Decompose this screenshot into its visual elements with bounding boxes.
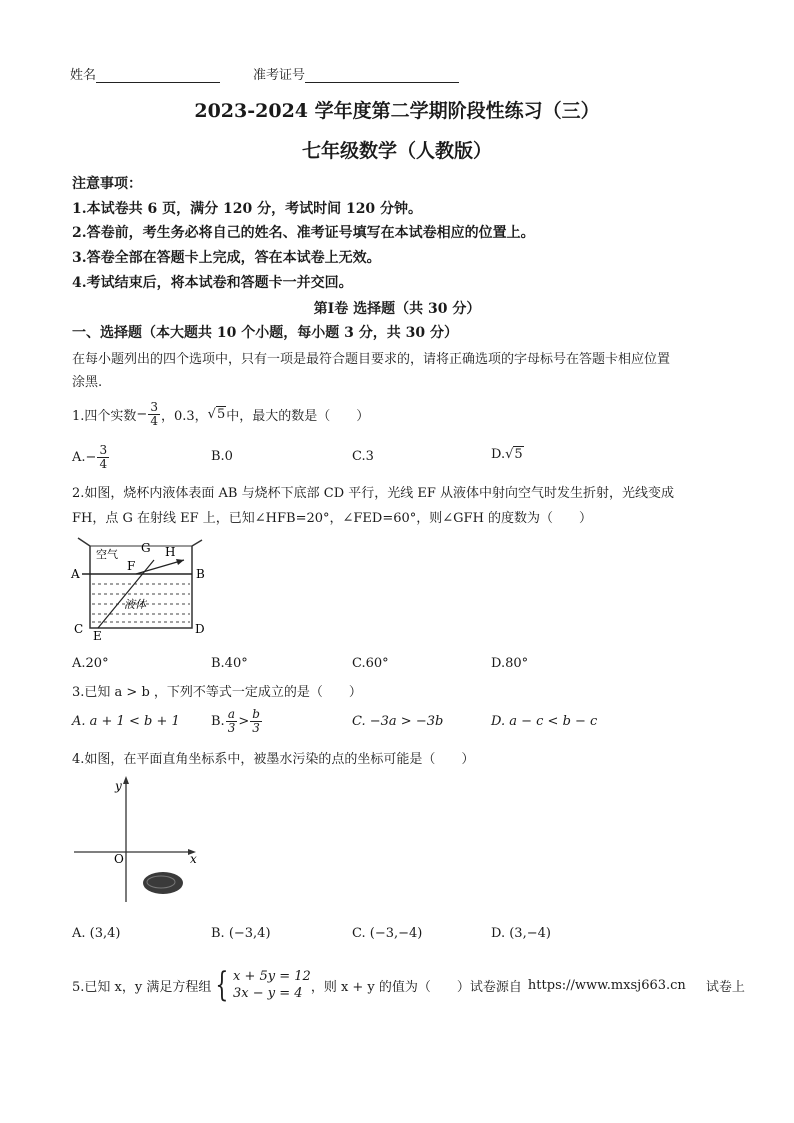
exam-no-field[interactable] [253,64,459,83]
equation-2: 3x − y = 4 [233,986,303,1001]
point-b-label: B [196,567,205,581]
part-title: 一、选择题（本大题共 10 个小题，每小题 3 分，共 30 分） [72,325,458,341]
notice-item: 4.考试结束后，将本试卷和答题卡一并交回。 [72,275,353,291]
question-4-stem: 4.如图，在平面直角坐标系中，被墨水污染的点的坐标可能是（ ） [72,752,475,767]
point-e-label: E [93,629,102,643]
y-axis-label: y [115,779,122,793]
greater-than-sign: > [238,713,250,729]
fraction [250,708,262,735]
question-1-stem [72,396,369,432]
q3-option-d[interactable]: D. a − c < b − c [491,714,598,729]
origin-label: O [114,852,124,866]
question-5-stem [72,962,745,1008]
q1-option-b[interactable]: B.0 [211,449,233,464]
air-label: 空气 [96,548,118,561]
point-g-label: G [141,541,151,555]
option-label: A. [72,449,86,465]
brace-icon: { [215,965,229,1005]
equation-1: x + 5y = 12 [233,969,311,984]
equation-system [233,968,311,1002]
q5-suffix: ，则 x + y 的值为（ ）试卷源自 [310,979,522,995]
q2-option-c[interactable]: C.60° [352,656,389,671]
radicand: 5 [216,406,226,422]
fraction-denominator: 4 [150,413,158,428]
radicand: 5 [514,447,523,462]
q1-mid: ，0.3， [160,408,208,424]
q1-option-a[interactable] [72,440,110,474]
point-c-label: C [74,622,84,636]
q1-suffix: 中，最大的数是（ ） [226,408,370,424]
fraction-denominator: 3 [227,720,236,735]
q4-option-b[interactable]: B. (−3,4) [211,926,271,941]
exam-subtitle: 七年级数学（人教版） [301,140,492,162]
fraction-numerator: 3 [150,399,158,414]
beaker-figure [70,532,210,644]
q1-prefix: 1.四个实数 [72,408,137,424]
fraction-denominator: 3 [252,720,260,735]
q2-option-d[interactable]: D.80° [491,656,529,671]
notice-item: 3.答卷全部在答题卡上完成，答在本试卷上无效。 [72,250,381,266]
instruction-line: 涂黑. [72,375,103,390]
minus-sign: − [85,449,97,465]
option-label: D. [491,447,506,462]
q1-option-c[interactable]: C.3 [352,449,374,464]
x-axis-label: x [190,852,197,866]
option-label: B. [211,713,225,729]
notice-item: 2.答卷前，考生务必将自己的姓名、准考证号填写在本试卷相应的位置上。 [72,225,535,241]
fraction [97,444,109,471]
arrow-icon [176,559,184,565]
q5-prefix: 5.已知 x，y 满足方程组 [72,979,212,995]
y-axis-arrow-icon [123,776,129,784]
ray-fh [136,560,184,574]
q4-option-d[interactable]: D. (3,−4) [491,926,551,941]
q2-option-a[interactable]: A.20° [72,656,109,671]
q1-option-d[interactable] [491,447,524,462]
point-f-label: F [127,559,136,573]
sqrt-expression [505,447,524,462]
notice-heading: 注意事项： [72,176,142,192]
fraction-numerator: a [227,706,236,721]
exam-no-label: 准考证号 [253,68,306,83]
q4-option-c[interactable]: C. (−3,−4) [352,926,423,941]
question-3-stem: 3.已知 a > b ，下列不等式一定成立的是（ ） [72,685,362,700]
fraction-numerator: b [252,706,260,721]
sqrt-expression [208,407,227,422]
question-2-stem-line: FH，点 G 在射线 EF 上，已知∠HFB=20°，∠FED=60°，则∠GFH 的度数为（ ） [72,511,593,526]
point-h-label: H [165,545,176,559]
fraction-denominator: 4 [99,456,108,471]
exam-title: 2023-2024 学年度第二学期阶段性练习（三） [194,100,600,122]
q3-option-a[interactable]: A. a + 1 < b + 1 [72,714,180,729]
point-d-label: D [195,622,205,636]
liquid-label: 液体 [124,598,146,611]
notice-item: 1.本试卷共 6 页，满分 120 分，考试时间 120 分钟。 [72,201,423,217]
coordinate-figure [70,770,210,906]
q3-option-c[interactable]: C. −3a > −3b [352,714,444,729]
ink-blot [143,872,183,894]
question-2-stem-line: 2.如图，烧杯内液体表面 AB 与烧杯下底部 CD 平行，光线 EF 从液体中射向空气时发生折射，光线变成 [72,486,675,501]
section-title: 第Ⅰ卷 选择题（共 30 分） [313,301,481,317]
q2-option-b[interactable]: B.40° [211,656,248,671]
name-field[interactable] [70,64,220,83]
fraction-numerator: 3 [99,442,108,457]
fraction [226,708,238,735]
source-link[interactable]: https://www.mxsj663.cn [527,977,686,993]
instruction-line: 在每小题列出的四个选项中，只有一项是最符合题目要求的，请将正确选项的字母标号在答题卡相应位置 [72,352,671,367]
exam-no-blank [305,68,459,83]
sqrt-icon: √ [207,406,216,422]
sqrt-icon: √ [505,447,514,462]
fraction [148,401,160,428]
name-label: 姓名 [70,68,97,83]
q4-option-a[interactable]: A. (3,4) [72,926,121,941]
name-blank [96,68,220,83]
q5-tail: 试卷上 [705,979,745,995]
minus-sign: − [136,406,148,422]
q3-option-b[interactable] [211,704,263,738]
point-a-label: A [71,567,80,581]
